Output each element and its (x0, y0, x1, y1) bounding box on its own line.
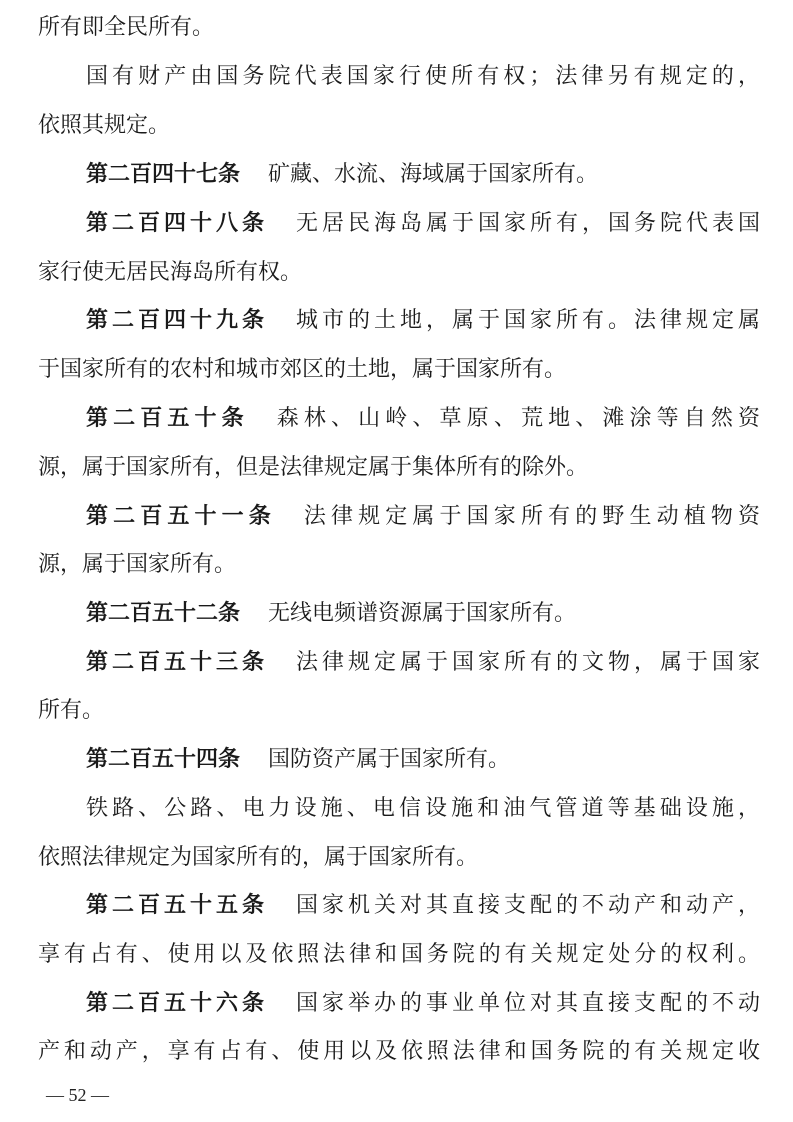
article-text: 无线电频谱资源属于国家所有。 (268, 601, 577, 626)
article-text: 无居民海岛属于国家所有，国务院代表国 (296, 211, 760, 236)
article-text: 国家机关对其直接支配的不动产和动产， (296, 893, 760, 918)
line-text: 所有。 (38, 698, 105, 723)
article-paragraph (86, 643, 760, 683)
line-text: 享有占有、使用以及依照法律和国务院的有关规定处分的权利。 (38, 942, 760, 967)
text-line (38, 545, 760, 585)
line-text: 所有即全民所有。 (38, 15, 215, 40)
article-paragraph (86, 399, 760, 439)
text-line (38, 448, 760, 488)
article-number: 第二百五十条 (86, 406, 249, 431)
article-text: 森林、山岭、草原、荒地、滩涂等自然资 (276, 406, 760, 431)
article-paragraph (86, 594, 760, 634)
text-line (38, 838, 760, 878)
article-number: 第二百五十三条 (86, 650, 268, 675)
article-paragraph (86, 984, 760, 1024)
article-paragraph (86, 301, 760, 341)
text-line (38, 8, 760, 48)
article-number: 第二百四十七条 (86, 162, 241, 187)
page-number: — 52 — (46, 1085, 109, 1105)
article-text: 国防资产属于国家所有。 (268, 747, 511, 772)
article-number: 第二百五十五条 (86, 893, 268, 918)
text-line (38, 253, 760, 293)
article-number: 第二百五十一条 (86, 504, 276, 529)
article-paragraph (86, 497, 760, 537)
line-text: 依照其规定。 (38, 113, 171, 138)
text-line (38, 350, 760, 390)
line-text: 源，属于国家所有。 (38, 552, 237, 577)
line-text: 源，属于国家所有，但是法律规定属于集体所有的除外。 (38, 455, 589, 480)
line-text: 于国家所有的农村和城市郊区的土地，属于国家所有。 (38, 357, 567, 382)
article-number: 第二百五十六条 (86, 991, 268, 1016)
text-line (86, 789, 760, 829)
line-text: 家行使无居民海岛所有权。 (38, 260, 303, 285)
text-line (38, 935, 760, 975)
text-line (38, 1032, 760, 1072)
line-text: 依照法律规定为国家所有的，属于国家所有。 (38, 845, 479, 870)
text-line (86, 57, 760, 97)
article-number: 第二百五十四条 (86, 747, 241, 772)
article-number: 第二百四十九条 (86, 308, 268, 333)
text-line (38, 106, 760, 146)
line-text: 产和动产，享有占有、使用以及依照法律和国务院的有关规定收 (38, 1039, 760, 1064)
article-text: 矿藏、水流、海域属于国家所有。 (268, 162, 599, 187)
article-number: 第二百四十八条 (86, 211, 268, 236)
article-text: 城市的土地，属于国家所有。法律规定属 (296, 308, 760, 333)
article-paragraph (86, 155, 760, 195)
line-text: 铁路、公路、电力设施、电信设施和油气管道等基础设施， (86, 796, 760, 821)
article-paragraph (86, 740, 760, 780)
article-paragraph (86, 204, 760, 244)
article-paragraph (86, 886, 760, 926)
text-line (38, 691, 760, 731)
article-number: 第二百五十二条 (86, 601, 241, 626)
article-text: 法律规定属于国家所有的野生动植物资 (303, 504, 760, 529)
article-text: 国家举办的事业单位对其直接支配的不动 (296, 991, 760, 1016)
line-text: 国有财产由国务院代表国家行使所有权；法律另有规定的， (86, 64, 760, 89)
article-text: 法律规定属于国家所有的文物，属于国家 (296, 650, 760, 675)
